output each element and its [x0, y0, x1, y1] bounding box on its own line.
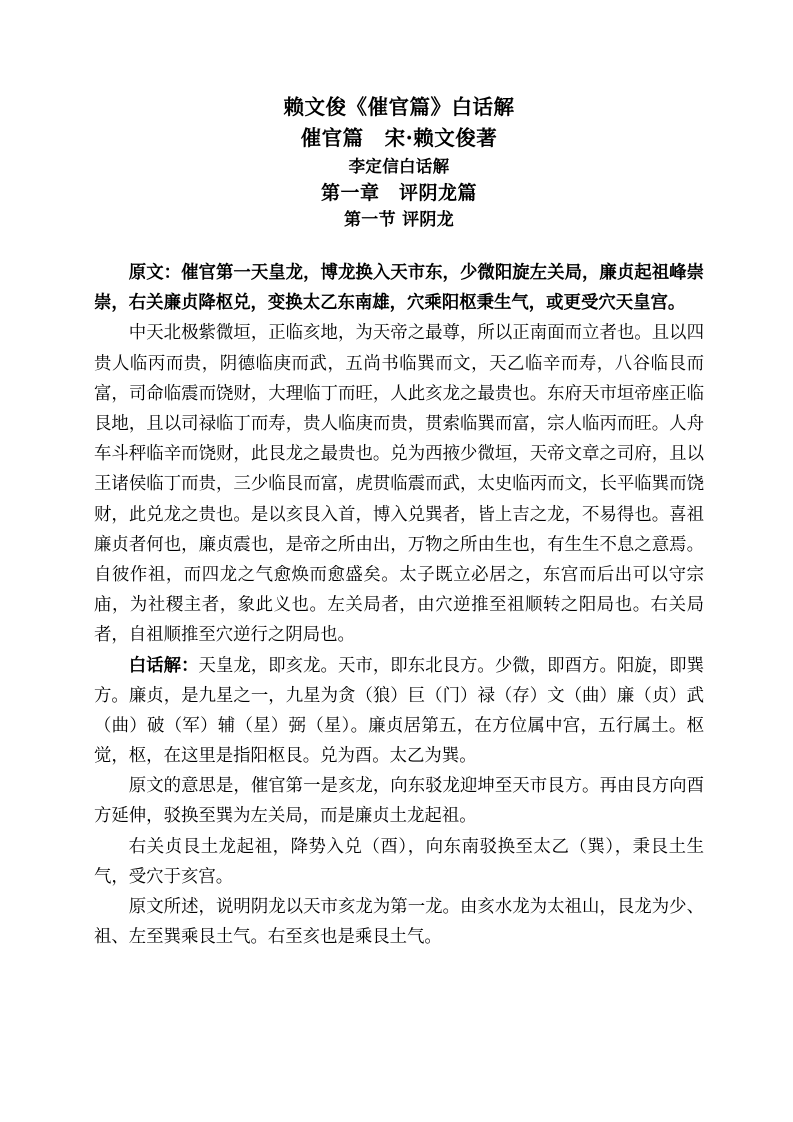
paragraph-original-text [94, 258, 704, 318]
section-heading: 第一节 评阴龙 [343, 210, 455, 231]
paragraph-body: 中天北极紫微垣，正临亥地，为天帝之最尊，所以正南面而立者也。且以四贵人临丙而贵，阴德临庚而武，五尚书临巽而文，天乙临辛而寿，八谷临艮而富，司命临震而饶财，大理临丁而旺，人此亥龙之最贵也。东府天市垣帝座正临艮地，且以司禄临丁而寿，贵人临庚而贵，贯索临巽而富，宗人临丙而旺。人舟车斗秤临辛而饶财，此艮龙之最贵也。兑为西掖少微垣，天帝文章之司府，且以王诸侯临丁而贵，三少临艮而富，虎贯临震而武，太史临丙而文，长平临巽而饶财，此兑龙之贵也。是以亥艮入首，博入兑巽者，皆上吉之龙，不易得也。喜祖廉贞者何也，廉贞震也，是帝之所由出，万物之所由生也，有生生不息之意焉。自彼作祖，而四龙之气愈焕而愈盛矣。太子既立必居之，东宫而后出可以守宗庙，为社稷主者，象此义也。左关局者，由穴逆推至祖顺转之阳局也。右关局者，自祖顺推至穴逆行之阴局也。 [94, 323, 704, 646]
work-and-author-line: 催官篇 宋·赖文俊著 [300, 126, 498, 151]
paragraph-lead-label: 白话解： [128, 655, 199, 676]
paragraph-body: 催官第一天皇龙，博龙换入天市东，少微阳旋左关局，廉贞起祖峰崇崇，右关廉贞降枢兑，变换太乙东南雄，穴乘阳枢秉生气，或更受穴天皇宫。 [94, 263, 704, 314]
paragraph-body: 右关贞艮土龙起祖，降势入兑（酉），向东南驳换至太乙（巽），秉艮土生气，受穴于亥宫。 [94, 836, 704, 887]
annotator-line: 李定信白话解 [348, 157, 450, 177]
document-content [94, 92, 704, 952]
paragraph-vernacular-explanation [94, 651, 704, 772]
paragraph-body: 天皇龙，即亥龙。天市，即东北艮方。少微，即酉方。阳旋，即巽方。廉贞，是九星之一，九星为贪（狼）巨（门）禄（存）文（曲）廉（贞）武（曲）破（军）辅（星）弼（星）。廉贞居第五，在方位属中宫，五行属土。枢觉，枢，在这里是指阳枢艮。兑为酉。太乙为巽。 [94, 655, 704, 767]
paragraph-body: 原文的意思是，催官第一是亥龙，向东驳龙迎坤至天市艮方。再由艮方向酉方延伸，驳换至巽为左关局，而是廉贞土龙起祖。 [94, 776, 704, 827]
paragraph-conclusion [94, 892, 704, 952]
paragraph-commentary-main [94, 318, 704, 650]
paragraph-right-gate-explanation [94, 832, 704, 892]
paragraph-body: 原文所述，说明阴龙以天市亥龙为第一龙。由亥水龙为太祖山，艮龙为少、祖、左至巽乘艮土气。右至亥也是乘艮土气。 [94, 897, 704, 948]
paragraph-meaning-of-original [94, 771, 704, 831]
title-block [94, 92, 704, 234]
document-title: 赖文俊《催官篇》白话解 [283, 95, 515, 119]
chapter-heading: 第一章 评阴龙篇 [320, 182, 477, 205]
paragraph-lead-label: 原文： [128, 263, 182, 284]
